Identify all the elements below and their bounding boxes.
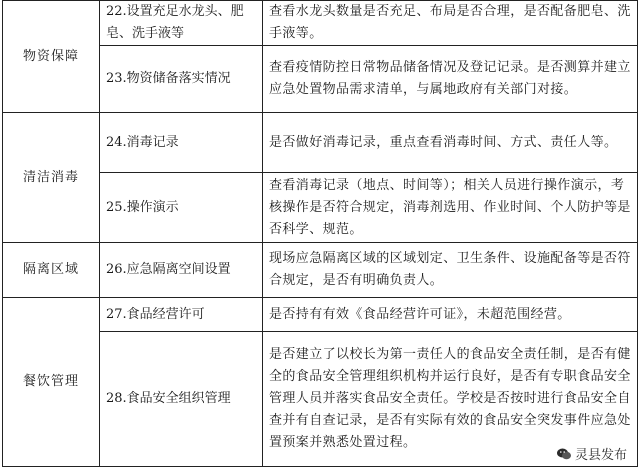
item-cell: 25.操作演示 <box>100 173 263 243</box>
item-cell: 24.消毒记录 <box>100 113 263 173</box>
wechat-icon <box>556 446 572 462</box>
item-cell: 23.物资储备落实情况 <box>100 46 263 113</box>
check-cell: 是否建立了以校长为第一责任人的食品安全责任制，是否有健全的食品安全管理组织机构并运行良好，是否有专职食品安全管理人员并落实食品安全责任。学校是否按时进行食品安全自查并有自查记录，是否有实际有效的食品安全突发事件应急处置预案并熟悉处置过程。 <box>263 332 638 467</box>
check-cell: 查看水龙头数量是否充足、布局是否合理，是否配备肥皂、洗手液等。 <box>263 1 638 46</box>
category-cell: 物资保障 <box>3 1 100 113</box>
category-cell: 餐饮管理 <box>3 298 100 467</box>
check-cell: 是否做好消毒记录，重点查看消毒时间、方式、责任人等。 <box>263 113 638 173</box>
item-cell: 26.应急隔离空间设置 <box>100 243 263 298</box>
table-row <box>3 298 638 332</box>
inspection-table <box>2 0 638 467</box>
check-cell: 现场应急隔离区域的区域划定、卫生条件、设施配备等是否符合规定，是否有明确负责人。 <box>263 243 638 298</box>
table-row <box>3 113 638 173</box>
watermark-text: 灵县发布 <box>574 448 627 463</box>
check-cell: 是否持有有效《食品经营许可证》，未超范围经营。 <box>263 298 638 332</box>
table-row <box>3 243 638 298</box>
item-cell: 22.设置充足水龙头、肥皂、洗手液等 <box>100 1 263 46</box>
category-cell: 清洁消毒 <box>3 113 100 243</box>
check-cell: 查看消毒记录（地点、时间等）；相关人员进行操作演示，考核操作是否符合规定，消毒剂选用、作业时间、个人防护等是否科学、规范。 <box>263 173 638 243</box>
item-cell: 28.食品安全组织管理 <box>100 332 263 467</box>
category-cell: 隔离区域 <box>3 243 100 298</box>
check-cell: 查看疫情防控日常物品储备情况及登记记录。是否测算并建立应急处置物品需求清单，与属地政府有关部门对接。 <box>263 46 638 113</box>
table-row <box>3 1 638 46</box>
item-cell: 27.食品经营许可 <box>100 298 263 332</box>
checklist-sheet <box>2 0 637 467</box>
watermark <box>554 444 629 463</box>
